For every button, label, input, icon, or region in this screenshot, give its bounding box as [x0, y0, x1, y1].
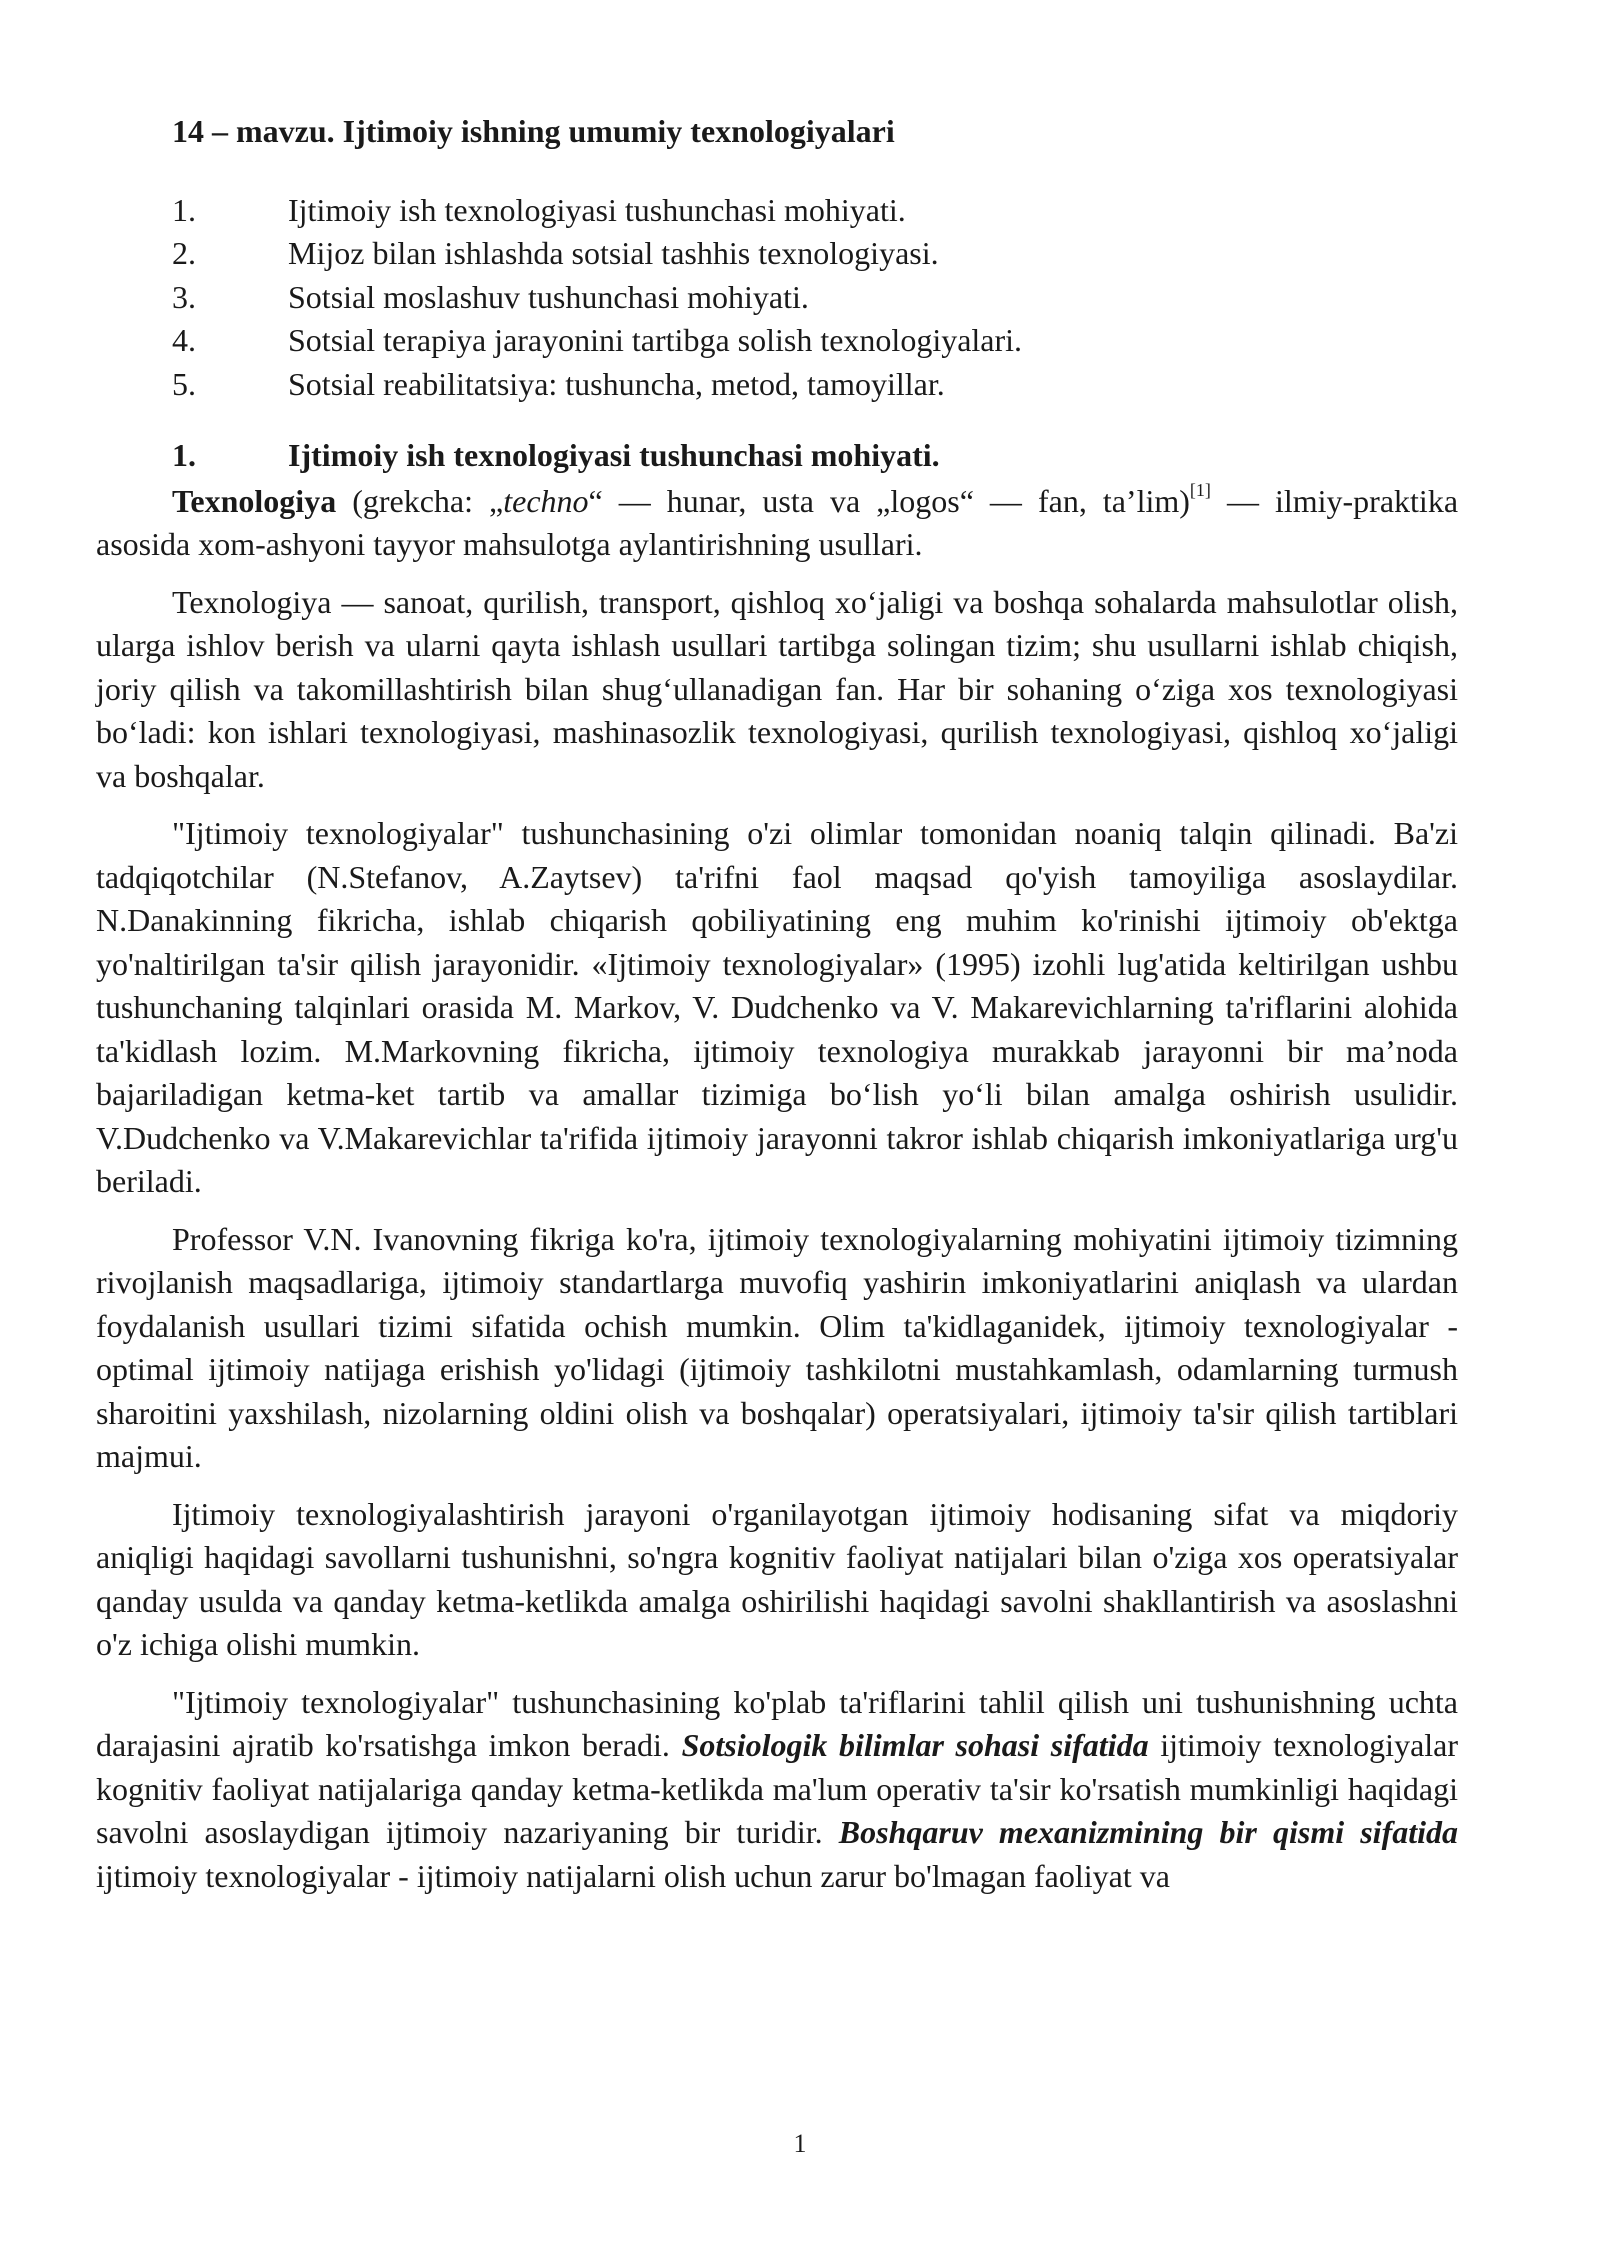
footnote-reference[interactable]: [1]	[1189, 479, 1211, 500]
outline-number: 5.	[172, 365, 196, 402]
outline-number: 1.	[172, 191, 196, 228]
outline-text: Sotsial terapiya jarayonini tartibga solish texnologiyalari.	[288, 322, 1023, 358]
topic-outline	[172, 189, 1458, 407]
paragraph: "Ijtimoiy texnologiyalar" tushunchasining o'zi olimlar tomonidan noaniq talqin qilinadi. Ba'zi tadqiqotchilar (N.Stefanov, A.Zaytsev) ta'rifni faol maqsad qo'yish tamoyiliga asoslaydilar. N.Danakinning fikricha, ishlab chiqarish qobiliyatining eng muhim ko'rinishi ijtimoiy ob'ektga yo'naltirilgan ta'sir qilish jarayonidir. «Ijtimoiy texnologiyalar» (1995) izohli lug'atida keltirilgan ushbu tushunchaning talqinlari orasida M. Markov, V. Dudchenko va V. Makarevichlarning ta'riflarini alohida ta'kidlash lozim. M.Markovning fikricha, ijtimoiy texnologiya murakkab jarayonni bir ma’noda bajariladigan ketma-ket tartib va amallar tizimiga bo‘lish yo‘li bilan amalga oshirish usulidir. V.Dudchenko va V.Makarevichlar ta'rifida ijtimoiy jarayonni takror ishlab chiqarish imkoniyatlariga urg'u beriladi.	[96, 815, 1458, 1199]
page-title: 14 – mavzu. Ijtimoiy ishning umumiy texnologiyalari	[172, 113, 895, 149]
outline-item	[172, 319, 1458, 363]
emphasis-text: Boshqaruv mexanizmining bir qismi sifatida	[838, 1814, 1459, 1850]
paragraph: Professor V.N. Ivanovning fikriga ko'ra, ijtimoiy texnologiyalarning mohiyatini ijtimoiy tizimning rivojlanish maqsadlariga, ijtimoiy standartlarga muvofiq yashirin imkoniyatlarini aniqlash va ulardan foydalanish usullari tizimi sifatida ochish mumkin. Olim ta'kidlaganidek, ijtimoiy texnologiyalar - optimal ijtimoiy natijaga erishish yo'lidagi (ijtimoiy tashkilotni mustahkamlash, odamlarning turmush sharoitini yaxshilash, nizolarning oldini olish va boshqalar) operatsiyalari, ijtimoiy ta'sir qilish tartiblari majmui.	[96, 1220, 1458, 1474]
text-run: “ — hunar, usta va „logos“ — fan, ta’lim)	[588, 482, 1190, 519]
page-number: 1	[793, 2129, 807, 2158]
text-run: (grekcha: „	[336, 482, 504, 519]
defined-term: Texnologiya	[172, 482, 337, 519]
outline-item	[172, 232, 1458, 276]
outline-item	[172, 276, 1458, 320]
outline-item	[172, 363, 1458, 407]
outline-item	[172, 189, 1458, 233]
outline-number: 2.	[172, 235, 196, 271]
outline-text: Sotsial reabilitatsiya: tushuncha, metod, tamoyillar.	[288, 365, 945, 402]
italic-term: techno	[503, 482, 589, 519]
outline-text: Mijoz bilan ishlashda sotsial tashhis texnologiyasi.	[288, 235, 939, 271]
paragraph: Texnologiya — sanoat, qurilish, transport, qishloq xo‘jaligi va boshqa sohalarda mahsulotlar olish, ularga ishlov berish va ularni qayta ishlash usullari tartibga solingan tizim; shu usullarni ishlab chiqish, joriy qilish va takomillashtirish bilan shug‘ullanadigan fan. Har bir sohaning o‘ziga xos texnologiyasi bo‘ladi: kon ishlari texnologiyasi, mashinasozlik texnologiyasi, qurilish texnologiyasi, qishloq xo‘jaligi va boshqalar.	[96, 583, 1458, 794]
text-run: — ilmiy-praktika asosida xom-ashyoni tayyor mahsulotga aylantirishning usullari.	[96, 482, 1459, 562]
outline-number: 3.	[172, 278, 196, 315]
paragraph	[96, 1681, 1458, 1899]
outline-number: 4.	[172, 322, 196, 358]
text-run: ijtimoiy texnologiyalar - ijtimoiy natijalarni olish uchun zarur bo'lmagan faoliyat va	[96, 1857, 1170, 1894]
paragraph-definition	[96, 480, 1458, 567]
outline-text: Sotsial moslashuv tushunchasi mohiyati.	[288, 278, 809, 315]
outline-text: Ijtimoiy ish texnologiyasi tushunchasi mohiyati.	[288, 191, 906, 228]
page-content	[96, 110, 1458, 1912]
section-number: 1.	[172, 437, 196, 473]
section-heading	[172, 434, 1458, 478]
section-title: Ijtimoiy ish texnologiyasi tushunchasi mohiyati.	[288, 437, 940, 473]
text-run: "Ijtimoiy texnologiyalar" tushunchasining ko'plab ta'riflarini tahlil qilish uni tushunishning uchta darajasini ajratib ko'rsatishga imkon beradi.	[96, 1683, 1458, 1763]
text-run: ijtimoiy texnologiyalar kognitiv faoliyat natijalariga qanday ketma-ketlikda ma'lum operativ ta'sir ko'rsatish mumkinligi haqidagi savolni asoslaydigan ijtimoiy nazariyaning bir turidir.	[96, 1727, 1459, 1850]
paragraph: Ijtimoiy texnologiyalashtirish jarayoni o'rganilayotgan ijtimoiy hodisaning sifat va miqdoriy aniqligi haqidagi savollarni tushunishni, so'ngra kognitiv faoliyat natijalari bilan o'ziga xos operatsiyalar qanday usulda va qanday ketma-ketlikda amalga oshirilishi haqidagi savolni shakllantirish va asoslashni o'z ichiga olishi mumkin.	[96, 1495, 1458, 1662]
emphasis-text: Sotsiologik bilimlar sohasi sifatida	[681, 1727, 1149, 1763]
